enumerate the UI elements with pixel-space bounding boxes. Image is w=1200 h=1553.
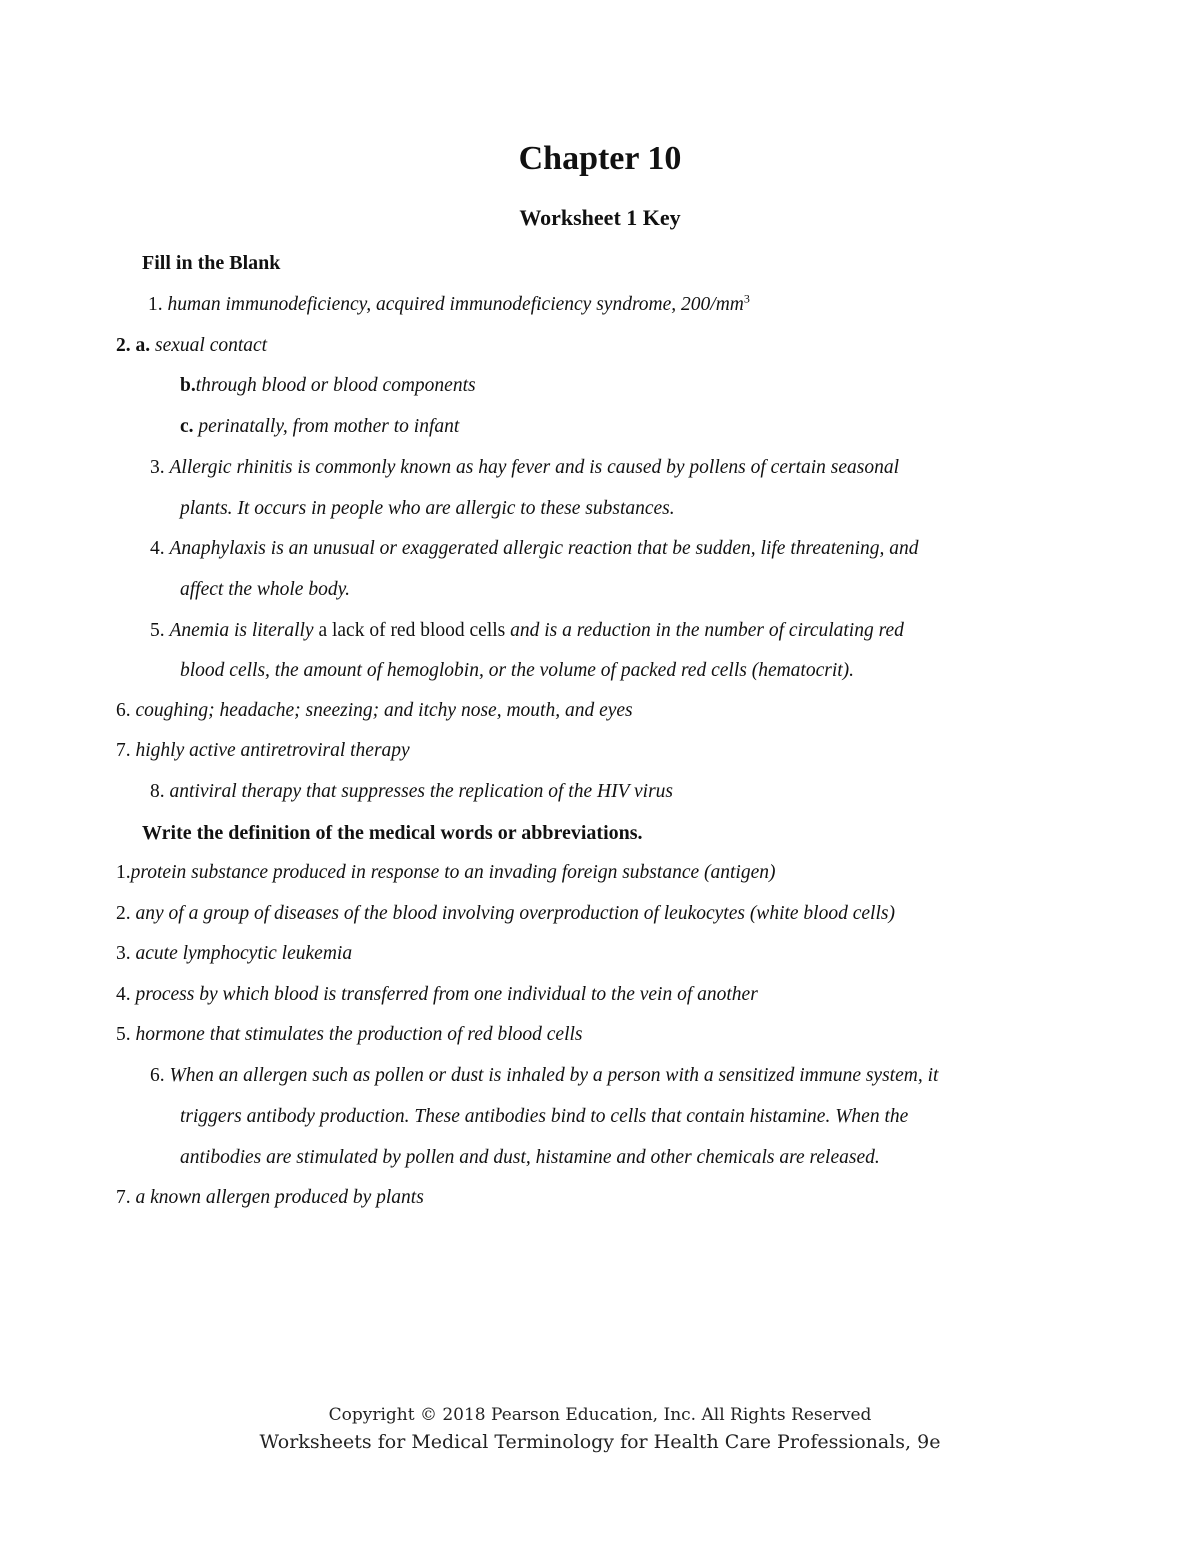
item-answer: through blood or blood components [195, 375, 476, 396]
item-number: 4. [116, 984, 131, 1005]
list-item [116, 974, 758, 1015]
item-answer: human immunodeficiency, acquired immunodeficiency syndrome, 200/mm [167, 294, 744, 315]
item-number: 5. [150, 620, 165, 641]
item-answer: a known allergen produced by plants [135, 1187, 424, 1208]
item-answer-line-3: antibodies are stimulated by pollen and dust, histamine and other chemicals are released. [180, 1147, 880, 1168]
list-item [116, 730, 410, 771]
page-title: Chapter 10 [518, 140, 682, 177]
item-number: 2. a. [116, 335, 151, 356]
item-answer-post: and is a reduction in the number of circulating red [510, 620, 904, 641]
item-answer: coughing; headache; sneezing; and itchy nose, mouth, and eyes [135, 700, 633, 721]
list-item [180, 365, 476, 406]
list-item-continuation [180, 650, 854, 691]
page-subtitle: Worksheet 1 Key [519, 205, 681, 230]
item-answer-line-2: blood cells, the amount of hemoglobin, or the volume of packed red cells (hematocrit). [180, 660, 855, 681]
item-answer-plain: a lack of red blood cells [318, 620, 506, 641]
item-number: 6. [150, 1065, 165, 1086]
item-number: 3. [116, 943, 131, 964]
list-item [116, 690, 633, 731]
superscript: 3 [743, 291, 750, 306]
list-item [150, 610, 904, 651]
item-number: c. [180, 416, 194, 437]
list-item [116, 1177, 424, 1218]
item-answer: antiviral therapy that suppresses the replication of the HIV virus [169, 781, 674, 802]
item-number: 1. [116, 862, 131, 883]
item-answer-line-1: When an allergen such as pollen or dust is inhaled by a person with a sensitized immune system, it [169, 1065, 939, 1086]
item-answer-line-1: Anaphylaxis is an unusual or exaggerated allergic reaction that be sudden, life threatening, and [169, 538, 919, 559]
item-answer: highly active antiretroviral therapy [135, 740, 410, 761]
list-item [150, 447, 899, 488]
item-answer-line-1: Allergic rhinitis is commonly known as hay fever and is caused by pollens of certain seasonal [169, 457, 900, 478]
item-number: 3. [150, 457, 165, 478]
list-item-continuation [180, 1096, 908, 1137]
section-heading-fill-in-blank: Fill in the Blank [142, 252, 281, 274]
list-item [116, 325, 267, 366]
item-answer: protein substance produced in response to an invading foreign substance (antigen) [130, 862, 776, 883]
list-item [116, 1014, 583, 1055]
item-number: 4. [150, 538, 165, 559]
list-item [116, 893, 895, 934]
section-heading-definitions: Write the definition of the medical words or abbreviations. [142, 822, 643, 844]
item-answer: hormone that stimulates the production of red blood cells [135, 1024, 583, 1045]
list-item [150, 771, 673, 812]
list-item [150, 1055, 938, 1096]
item-number: 2. [116, 903, 131, 924]
item-answer: any of a group of diseases of the blood involving overproduction of leukocytes (white blood cells) [135, 903, 895, 924]
footer-book-title: Worksheets for Medical Terminology for Health Care Professionals, 9e [259, 1431, 941, 1453]
item-answer: perinatally, from mother to infant [198, 416, 460, 437]
item-answer-pre: Anemia is literally [169, 620, 314, 641]
list-item [150, 528, 919, 569]
item-answer: process by which blood is transferred from one individual to the vein of another [135, 984, 758, 1005]
item-number: 6. [116, 700, 131, 721]
item-number: 5. [116, 1024, 131, 1045]
item-number: 7. [116, 740, 131, 761]
item-number: 7. [116, 1187, 131, 1208]
list-item-continuation [180, 488, 675, 529]
item-answer: acute lymphocytic leukemia [135, 943, 353, 964]
footer-copyright: Copyright © 2018 Pearson Education, Inc. All Rights Reserved [328, 1405, 872, 1425]
item-answer-line-2: triggers antibody production. These antibodies bind to cells that contain histamine. When the [180, 1106, 909, 1127]
item-answer-line-2: affect the whole body. [180, 579, 351, 600]
list-item [116, 852, 775, 893]
list-item-continuation [180, 1137, 880, 1178]
list-item-continuation [180, 569, 350, 610]
item-number: b. [180, 375, 196, 396]
list-item [116, 933, 352, 974]
list-item [148, 284, 750, 325]
item-number: 8. [150, 781, 165, 802]
item-answer: sexual contact [155, 335, 268, 356]
item-number: 1. [148, 294, 163, 315]
item-answer-line-2: plants. It occurs in people who are allergic to these substances. [180, 498, 675, 519]
list-item [180, 406, 459, 447]
